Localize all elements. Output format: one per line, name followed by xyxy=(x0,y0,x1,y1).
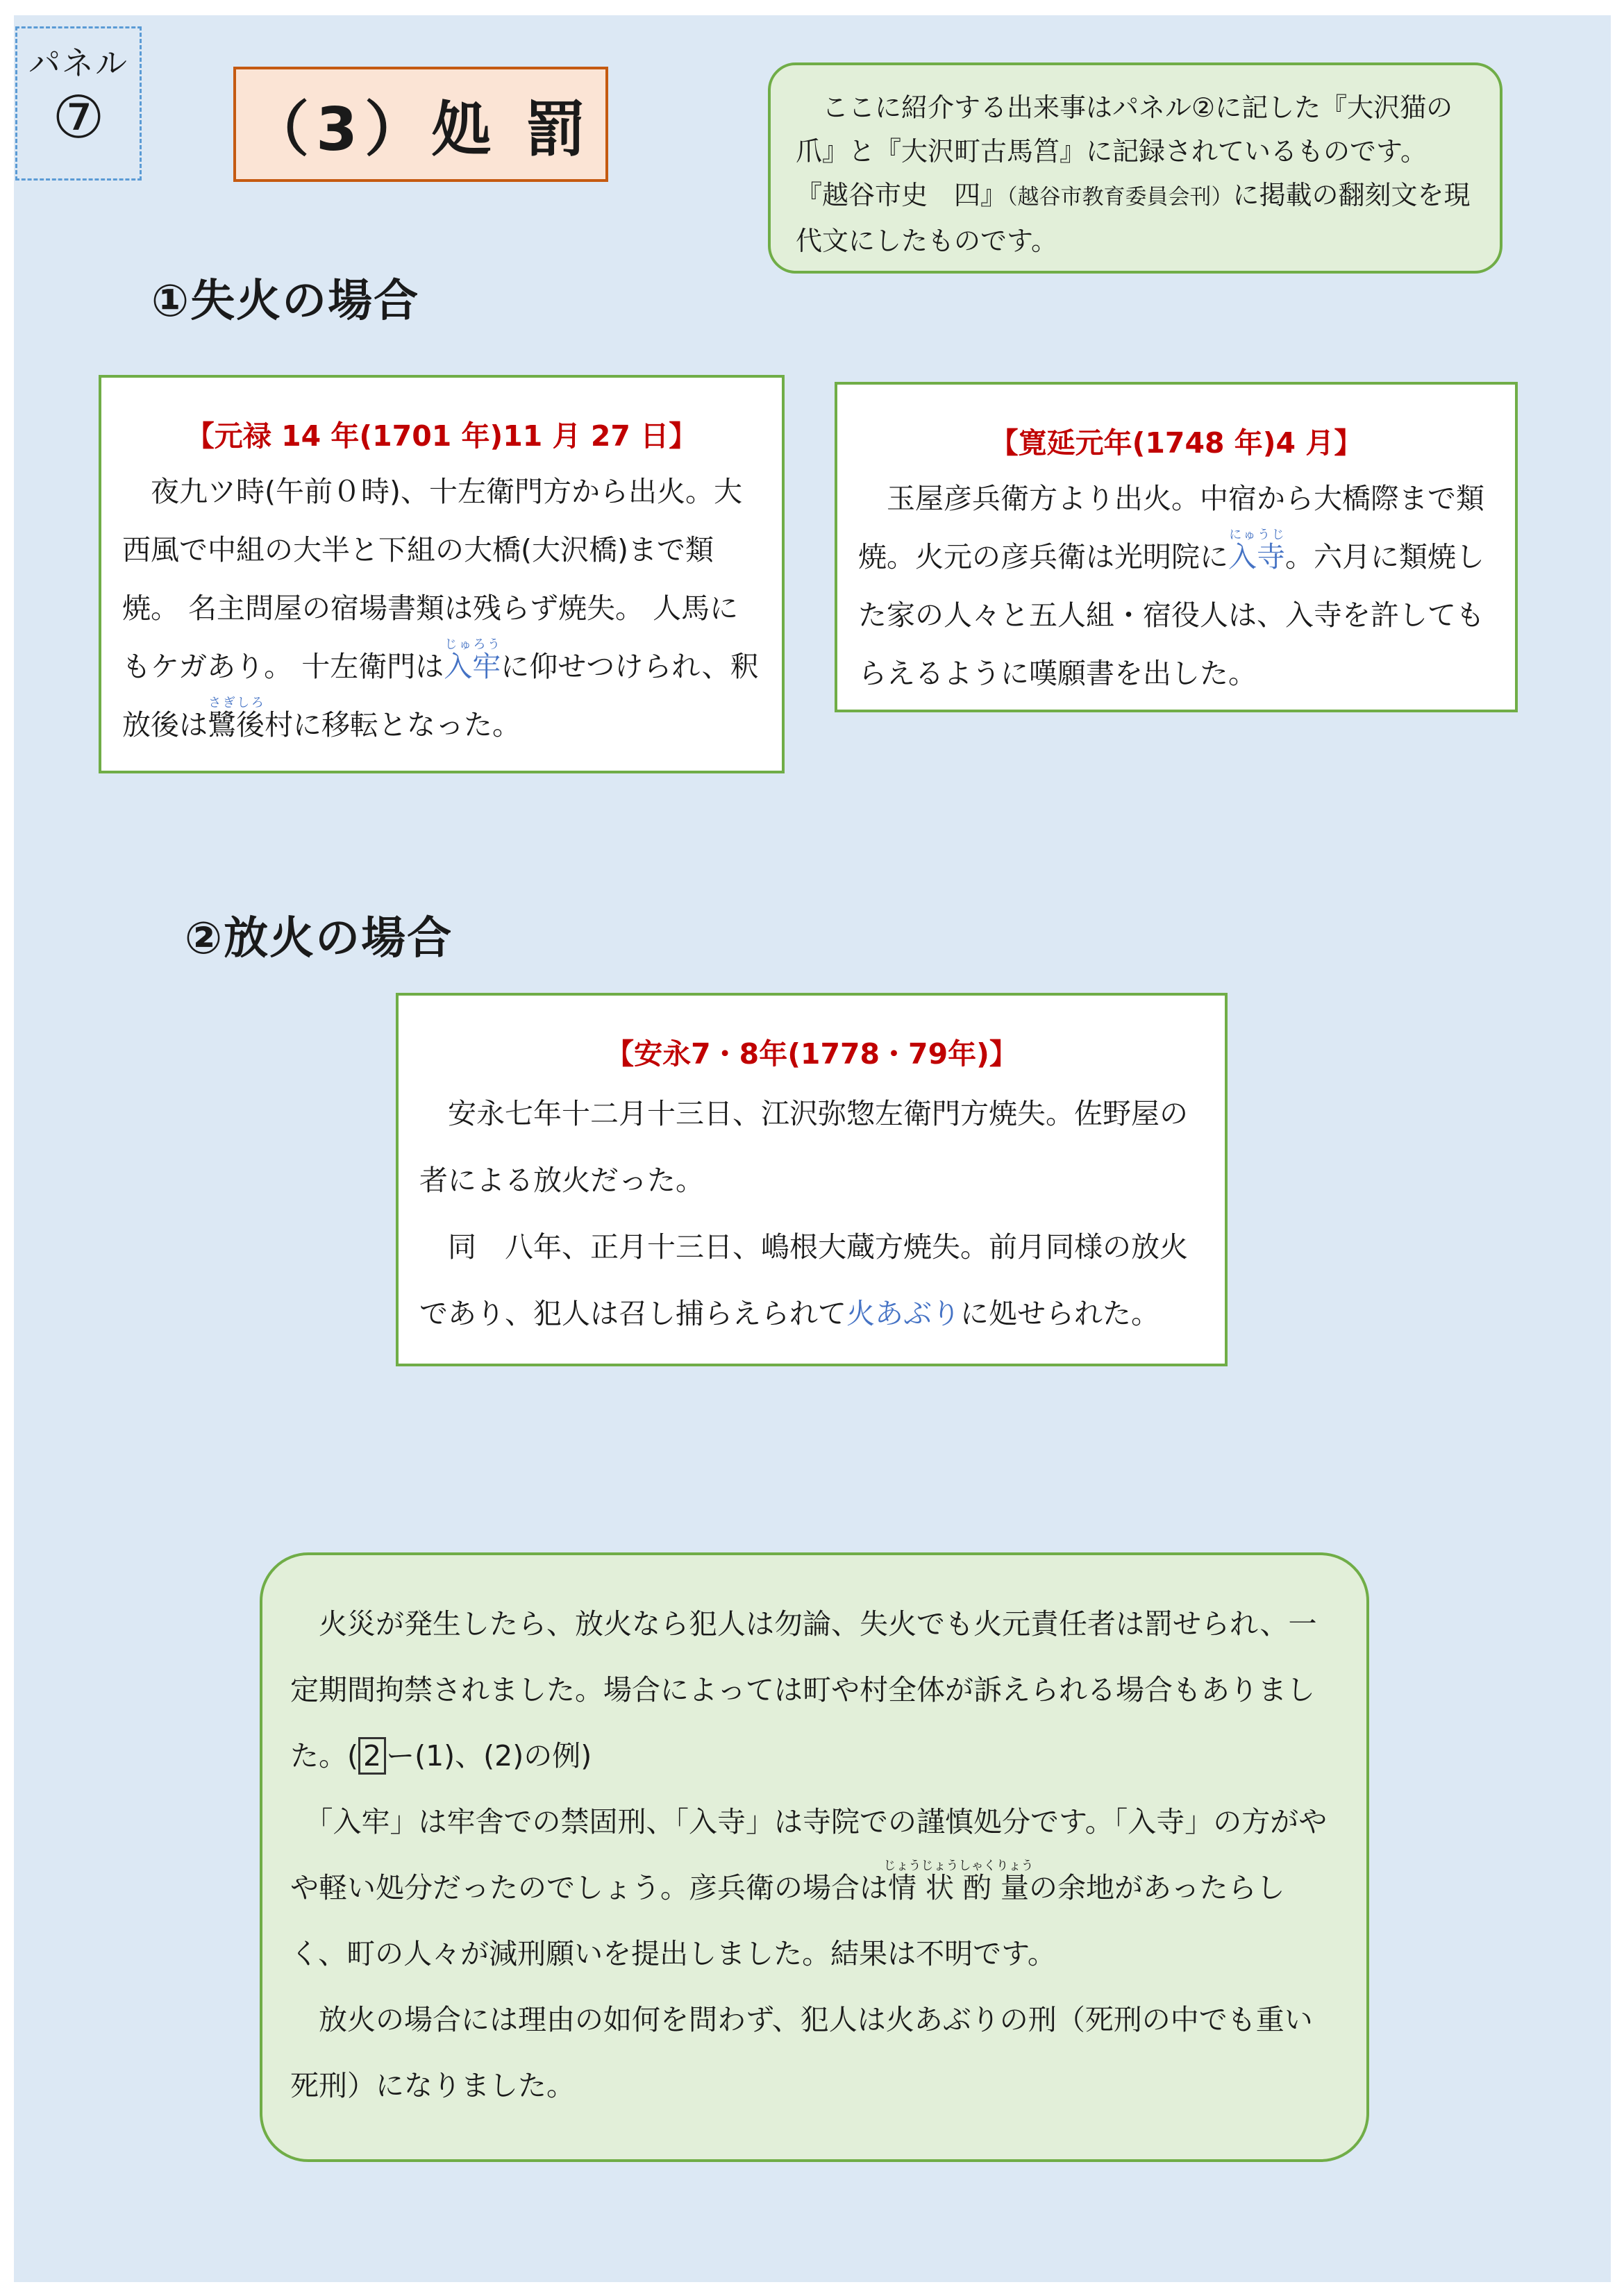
section-heading-accidental-fire: ①失火の場合 xyxy=(151,276,420,327)
event-box-kanen xyxy=(835,382,1518,712)
keyword-hiaburi: 火あぶり xyxy=(846,1297,960,1330)
panel-ref-box: 2 xyxy=(358,1737,386,1775)
event-box-genroku xyxy=(99,375,785,773)
furigana: さぎしろ xyxy=(208,696,265,710)
event-text-part: 村に移転となった。 xyxy=(265,708,521,741)
keyword-nyuji xyxy=(1228,528,1285,573)
summary-text: 火災が発生したら、放火なら犯人は勿論、失火でも火元責任者は罰せられ、一定期間拘禁されました。場合によっては町や村全体が訴えられる場合もありました。( xyxy=(290,1607,1317,1773)
panel-number-badge xyxy=(15,26,142,181)
page-title: （3）処 罰 xyxy=(233,67,608,182)
keyword-text: 鷺後 xyxy=(208,708,265,741)
keyword-jojo-shakuryo xyxy=(883,1859,1034,1904)
event-text-part: 玉屋彦兵衛方より出火。中宿から大橋際まで類焼。火元の彦兵衛は光明院に xyxy=(858,482,1484,573)
summary-text: ー(1)、(2)の例) xyxy=(386,1739,592,1773)
keyword-text: 入寺 xyxy=(1228,540,1285,573)
event-text-part: に仰せつけられ、釈放後は xyxy=(122,650,759,741)
event-box-anei xyxy=(396,993,1228,1366)
event-text-part: 安永七年十二月十三日、江沢弥惣左衛門方焼失。佐野屋の者による放火だった。 xyxy=(419,1097,1188,1197)
summary-text: 放火の場合には理由の如何を問わず、犯人は火あぶりの刑（死刑の中でも重い死刑）になりました。 xyxy=(290,2003,1313,2102)
keyword-sagishiro xyxy=(208,696,265,741)
panel-label: パネル xyxy=(28,44,128,82)
note-text-2b: （越谷市教育委員会刊） xyxy=(1007,185,1233,210)
event-text-part: 。六月に類焼した家の人々と五人組・宿役人は、入寺を許してもらえるように嘆願書を出した。 xyxy=(858,540,1484,690)
summary-paragraph-2 xyxy=(290,1789,1339,1987)
source-note xyxy=(768,62,1502,274)
summary-paragraph-1 xyxy=(290,1591,1339,1789)
event-date: 【寛延元年(1748 年)4 月】 xyxy=(989,426,1363,460)
event-text-part: 同 八年、正月十三日、嶋根大蔵方焼失。前月同様の放火であり、犯人は召し捕らえられて xyxy=(419,1230,1188,1330)
event-date: 【安永7・8年(1778・79年)】 xyxy=(605,1037,1018,1071)
note-text-2c: に掲載の翻刻文を現代文にしたものです。 xyxy=(796,180,1471,256)
event-text-part: 夜九ツ時(午前０時)、十左衛門方から出火。大西風で中組の大半と下組の大橋(大沢橋)まで類焼。 名主問屋の宿場書類は残らず焼失。 人馬にもケガあり。 十左衛門は xyxy=(122,475,742,683)
event-text xyxy=(122,462,761,754)
event-text xyxy=(419,1080,1204,1214)
event-text xyxy=(419,1214,1204,1347)
keyword-text: 情状酌量 xyxy=(883,1871,1034,1904)
summary-box xyxy=(260,1552,1369,2162)
event-date: 【元禄 14 年(1701 年)11 月 27 日】 xyxy=(185,419,698,453)
furigana: じゅろう xyxy=(444,637,501,652)
summary-text: の余地があったらしく、町の人々が減刑願いを提出しました。結果は不明です。 xyxy=(290,1871,1285,1970)
keyword-text: 入牢 xyxy=(444,650,501,683)
summary-text: 「入牢」は牢舎での禁固刑、「入寺」は寺院での謹慎処分です。「入寺」の方がやや軽い処分だったのでしょう。彦兵衛の場合は xyxy=(290,1805,1328,1904)
keyword-nyuro xyxy=(444,637,501,683)
furigana: じょうじょうしゃくりょう xyxy=(883,1859,1034,1873)
furigana: にゅうじ xyxy=(1228,528,1285,542)
note-line2 xyxy=(796,174,1475,263)
section-heading-arson: ②放火の場合 xyxy=(185,913,453,964)
note-text-2a: 『越谷市史 四』 xyxy=(796,180,1007,210)
event-text-part: に処せられた。 xyxy=(960,1297,1160,1330)
summary-paragraph-3 xyxy=(290,1987,1339,2119)
note-line1 xyxy=(796,86,1475,174)
panel-number: ⑦ xyxy=(52,83,105,151)
note-text-1: ここに紹介する出来事はパネル②に記した『大沢猫の爪』と『大沢町古馬筥』に記録されているものです。 xyxy=(796,92,1453,167)
event-text xyxy=(858,469,1494,703)
